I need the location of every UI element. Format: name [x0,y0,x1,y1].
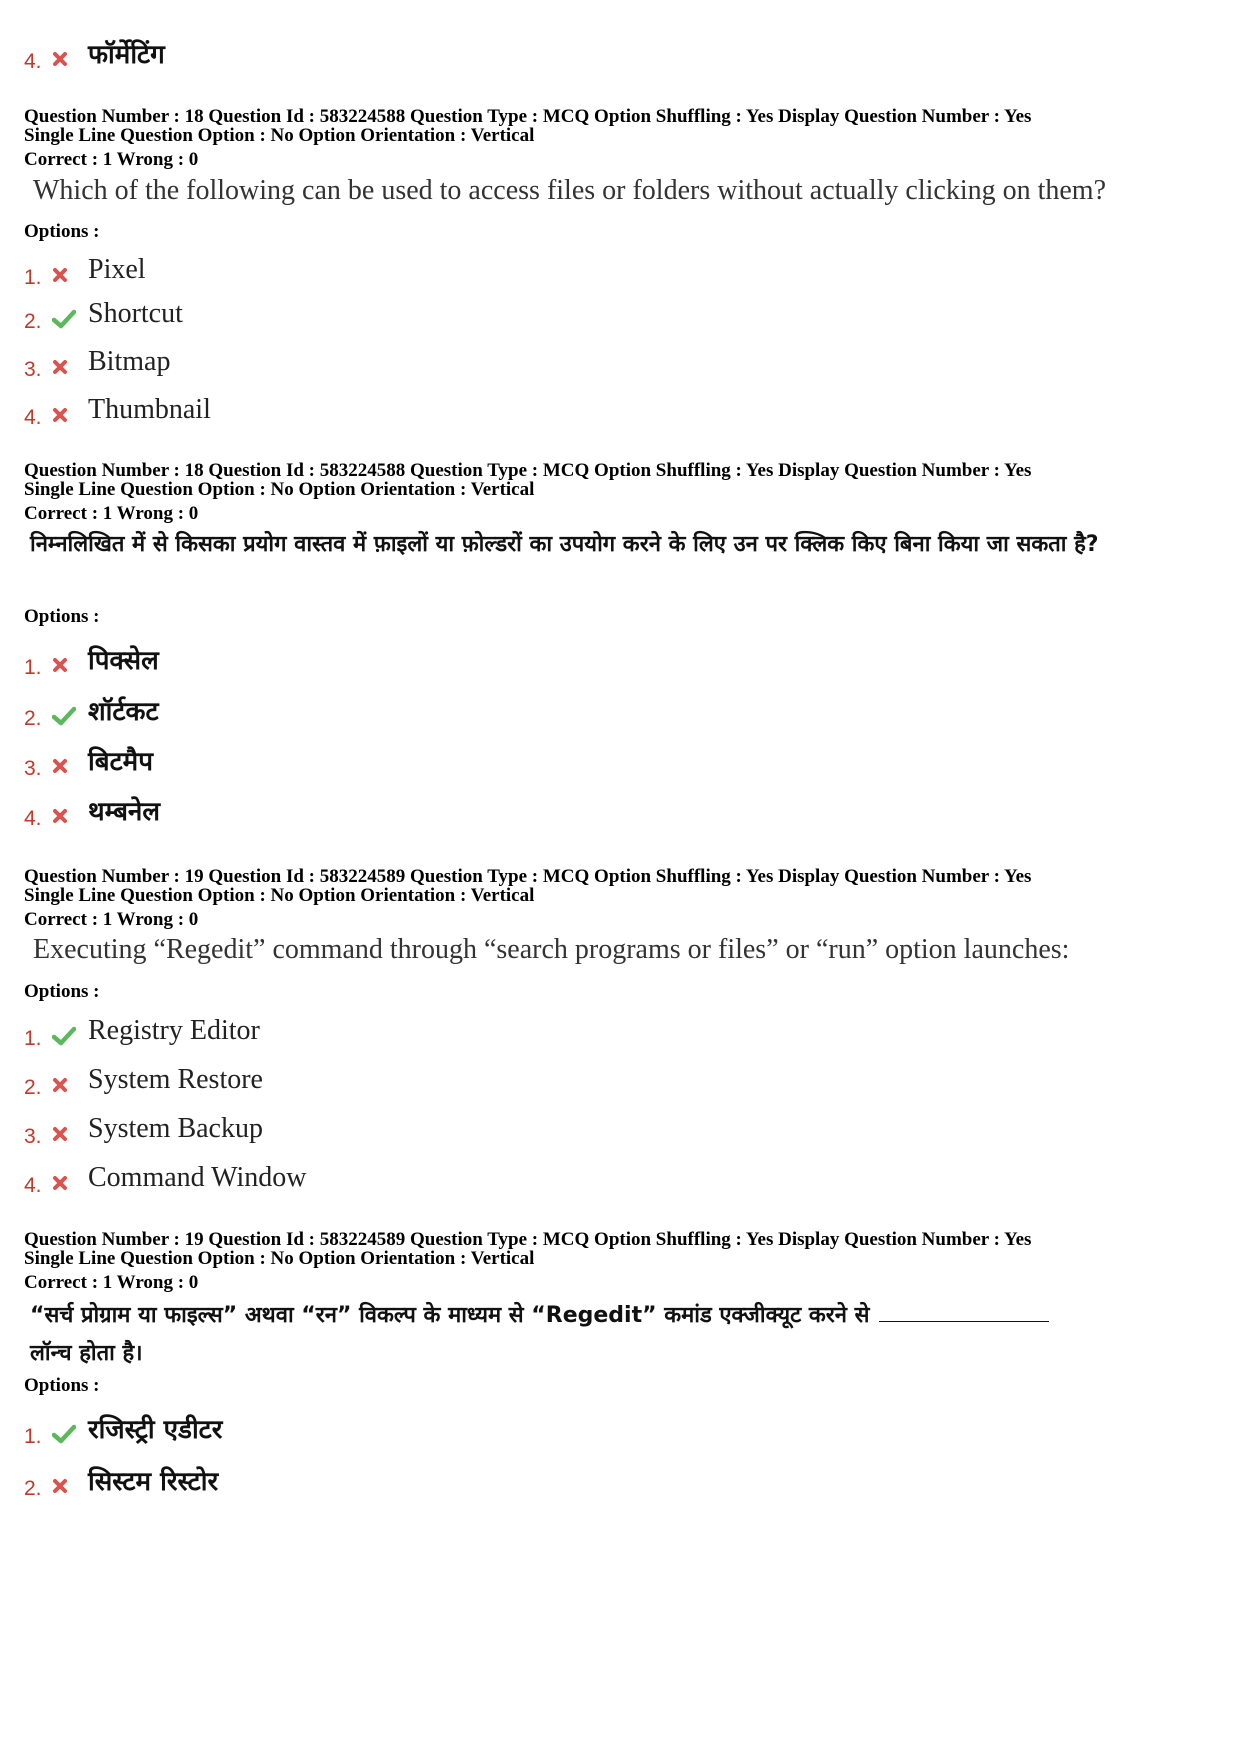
option-number: 3. [24,358,42,381]
option-text: रजिस्ट्री एडीटर [88,1415,223,1445]
option-text: बिटमैप [88,747,154,777]
wrong-icon [52,753,88,779]
option-number: 1. [24,1027,42,1050]
question-meta-line2: Single Line Question Option : No Option Orientation : Vertical [24,479,535,500]
option-row [24,687,724,731]
wrong-icon [52,803,88,829]
wrong-icon [52,354,88,380]
question-meta-line2: Single Line Question Option : No Option Orientation : Vertical [24,885,535,906]
options-label: Options : [24,981,100,1002]
option-number: 4. [24,50,42,73]
option-row [24,1457,724,1501]
option-number: 4. [24,1174,42,1197]
option-number: 4. [24,807,42,830]
option-number: 1. [24,1425,42,1448]
correct-wrong-marks: Correct : 1 Wrong : 0 [24,909,199,930]
option-text: Shortcut [88,298,183,329]
correct-wrong-marks: Correct : 1 Wrong : 0 [24,1272,199,1293]
check-icon [52,306,88,332]
option-row [24,1007,724,1051]
option-row [24,1154,724,1198]
question-meta-line1: Question Number : 18 Question Id : 583224588 Question Type : MCQ Option Shuffling : Yes Display Question Number : Yes [24,460,1032,481]
question-text [30,1297,1220,1373]
answer-blank [879,1321,1049,1322]
option-text: Command Window [88,1162,307,1193]
option-text: फॉर्मेटिंग [88,40,165,70]
question-meta-line1: Question Number : 19 Question Id : 583224589 Question Type : MCQ Option Shuffling : Yes Display Question Number : Yes [24,866,1032,887]
option-number: 3. [24,757,42,780]
options-label: Options : [24,1375,100,1396]
option-number: 2. [24,310,42,333]
option-number: 3. [24,1125,42,1148]
wrong-icon [52,1121,88,1147]
wrong-icon [52,652,88,678]
option-row [24,1056,724,1100]
option-text: शॉर्टकट [88,697,159,727]
option-row [24,787,724,831]
option-row [24,1405,724,1449]
wrong-icon [52,262,88,288]
check-icon [52,1023,88,1049]
check-icon [52,703,88,729]
wrong-icon [52,1473,88,1499]
option-row [24,386,724,430]
option-row [24,30,724,74]
option-number: 2. [24,1076,42,1099]
question-meta-line1: Question Number : 18 Question Id : 583224588 Question Type : MCQ Option Shuffling : Yes Display Question Number : Yes [24,106,1032,127]
option-row [24,636,724,680]
option-row [24,246,724,290]
option-text: Pixel [88,254,146,285]
question-meta-line2: Single Line Question Option : No Option Orientation : Vertical [24,1248,535,1269]
option-number: 1. [24,656,42,679]
question-text-main: “सर्च प्रोग्राम या फाइल्स” अथवा “रन” विकल्प के माध्यम से “Regedit” कमांड एक्जीक्यूट करने से [30,1303,870,1328]
option-text: Bitmap [88,346,171,377]
option-text: Thumbnail [88,394,211,425]
option-row [24,338,724,382]
wrong-icon [52,402,88,428]
question-text-end: लॉन्च होता है। [30,1341,143,1366]
option-row [24,290,724,334]
question-text: निम्नलिखित में से किसका प्रयोग वास्तव में फ़ाइलों या फ़ोल्डरों का उपयोग करने के लिए उन पर क्लिक किए बिना किया जा सकता है? [30,532,1099,557]
option-number: 2. [24,1477,42,1500]
option-text: System Backup [88,1113,263,1144]
question-text: Executing “Regedit” command through “search programs or files” or “run” option launches: [33,934,1070,965]
option-number: 1. [24,266,42,289]
question-text: Which of the following can be used to access files or folders without actually clicking on them? [33,175,1107,206]
check-icon [52,1421,88,1447]
option-number: 2. [24,707,42,730]
wrong-icon [52,1170,88,1196]
wrong-icon [52,1072,88,1098]
wrong-icon [52,46,88,72]
option-text: सिस्टम रिस्टोर [88,1467,219,1497]
question-meta-line1: Question Number : 19 Question Id : 583224589 Question Type : MCQ Option Shuffling : Yes Display Question Number : Yes [24,1229,1032,1250]
question-meta-line2: Single Line Question Option : No Option Orientation : Vertical [24,125,535,146]
correct-wrong-marks: Correct : 1 Wrong : 0 [24,503,199,524]
option-row [24,1105,724,1149]
option-row [24,737,724,781]
option-text: थम्बनेल [88,797,160,827]
option-text: Registry Editor [88,1015,260,1046]
option-text: पिक्सेल [88,646,159,676]
options-label: Options : [24,606,100,627]
correct-wrong-marks: Correct : 1 Wrong : 0 [24,149,199,170]
option-number: 4. [24,406,42,429]
option-text: System Restore [88,1064,263,1095]
options-label: Options : [24,221,100,242]
